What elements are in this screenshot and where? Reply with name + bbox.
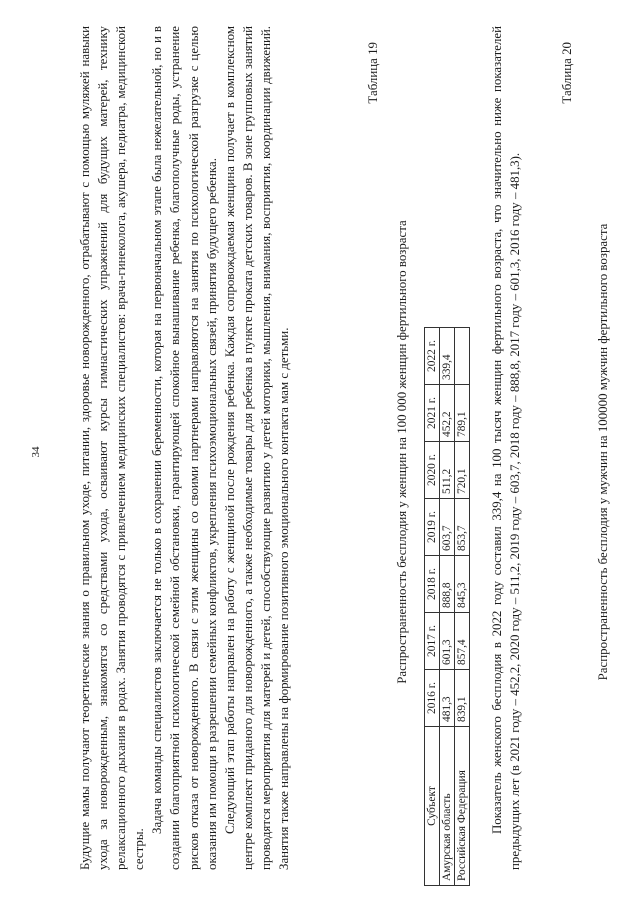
- table-row: [455, 328, 470, 886]
- column-header: 2021 г.: [425, 385, 440, 442]
- table-row: [440, 328, 455, 886]
- table-20-title: Распространенность бесплодия у мужчин на 100000 мужчин фертильного возраста: [596, 223, 610, 681]
- table-cell: 601,3: [440, 613, 455, 670]
- paragraph-after-table: [488, 26, 524, 870]
- table-cell: 789,1: [455, 385, 470, 442]
- column-header: 2020 г.: [425, 442, 440, 499]
- table-19-title: Распространенность бесплодия у женщин на 100 000 женщин фертильного возраста: [395, 220, 409, 684]
- column-header: Субъект: [425, 727, 440, 886]
- table-cell: 481,3: [440, 670, 455, 727]
- table-19: [424, 327, 470, 886]
- table-cell: 452,2: [440, 385, 455, 442]
- table-cell: Российская Федерация: [455, 727, 470, 886]
- table-header-row: [425, 328, 440, 886]
- table-cell: 839,1: [455, 670, 470, 727]
- table-cell: Амурская область: [440, 727, 455, 886]
- column-header: 2018 г.: [425, 556, 440, 613]
- table-cell: 720,1: [455, 442, 470, 499]
- paragraph-2: Задача команды специалистов заключается не только в сохранении беременности, которая на первоначальном этапе была нежелательной, но и в создании благоприятной психологической семейной обстановки, гарантирующей спокойное вынашивание ребенка, благополучные роды, устранение рисков отказа от новорожденного. В связи с этим женщины со своими партнерами направляются на занятия по психологической разгрузке с целью оказания им помощи в разрешении семейных конфликтов, укрепления психоэмоциональных связей, принятия будущего ребенка.: [150, 26, 219, 870]
- table-cell: [455, 328, 470, 385]
- table-cell: 853,7: [455, 499, 470, 556]
- paragraph-4: Показатель женского бесплодия в 2022 году составил 339,4 на 100 тысяч женщин фертильного возраста, что значительно ниже показателей предыдущих лет (в 2021 году – 452,2, 2020 году – 511,2, 2019 году – 603,7, 2018 году – 888,8, 2017 году – 601,3, 2016 году – 481,3).: [490, 26, 523, 870]
- page-number: 34: [30, 446, 42, 458]
- column-header: 2022 г.: [425, 328, 440, 385]
- table-19-label: Таблица 19: [366, 42, 380, 104]
- table-20-label: Таблица 20: [560, 42, 574, 104]
- paragraph-3: Следующий этап работы направлен на работу с женщиной после рождения ребенка. Каждая сопровождаемая женщина получает в комплексном центре комплект приданого для новорожденного, а также необходимые товары для ребенка в пункте проката детских товаров. В зоне групповых занятий проводятся мероприятия для матерей и детей, способствующие развитию у детей моторики, мышления, внимания, восприятия, координации движений. Занятия также направлены на формирование позитивного эмоционального контакта мам с детьми.: [222, 26, 292, 870]
- table-cell: 511,2: [440, 442, 455, 499]
- column-header: 2019 г.: [425, 499, 440, 556]
- table-cell: 888,8: [440, 556, 455, 613]
- body-text: [76, 26, 293, 870]
- table-cell: 339,4: [440, 328, 455, 385]
- table-cell: 603,7: [440, 499, 455, 556]
- paragraph-1: Будущие мамы получают теоретические знания о правильном уходе, питании, здоровье новорожденного, отрабатывают с помощью муляжей навыки ухода за новорожденным, знакомятся со средствами ухода, осваивают курсы гимнастических упражнений для будущих матерей, технику релаксационного дыхания в родах. Занятия проводятся с привлечением медицинских специалистов: врача-гинеколога, акушера, педиатра, медицинской сестры.: [78, 26, 147, 870]
- table-cell: 857,4: [455, 613, 470, 670]
- column-header: 2016 г.: [425, 670, 440, 727]
- column-header: 2017 г.: [425, 613, 440, 670]
- table-cell: 845,3: [455, 556, 470, 613]
